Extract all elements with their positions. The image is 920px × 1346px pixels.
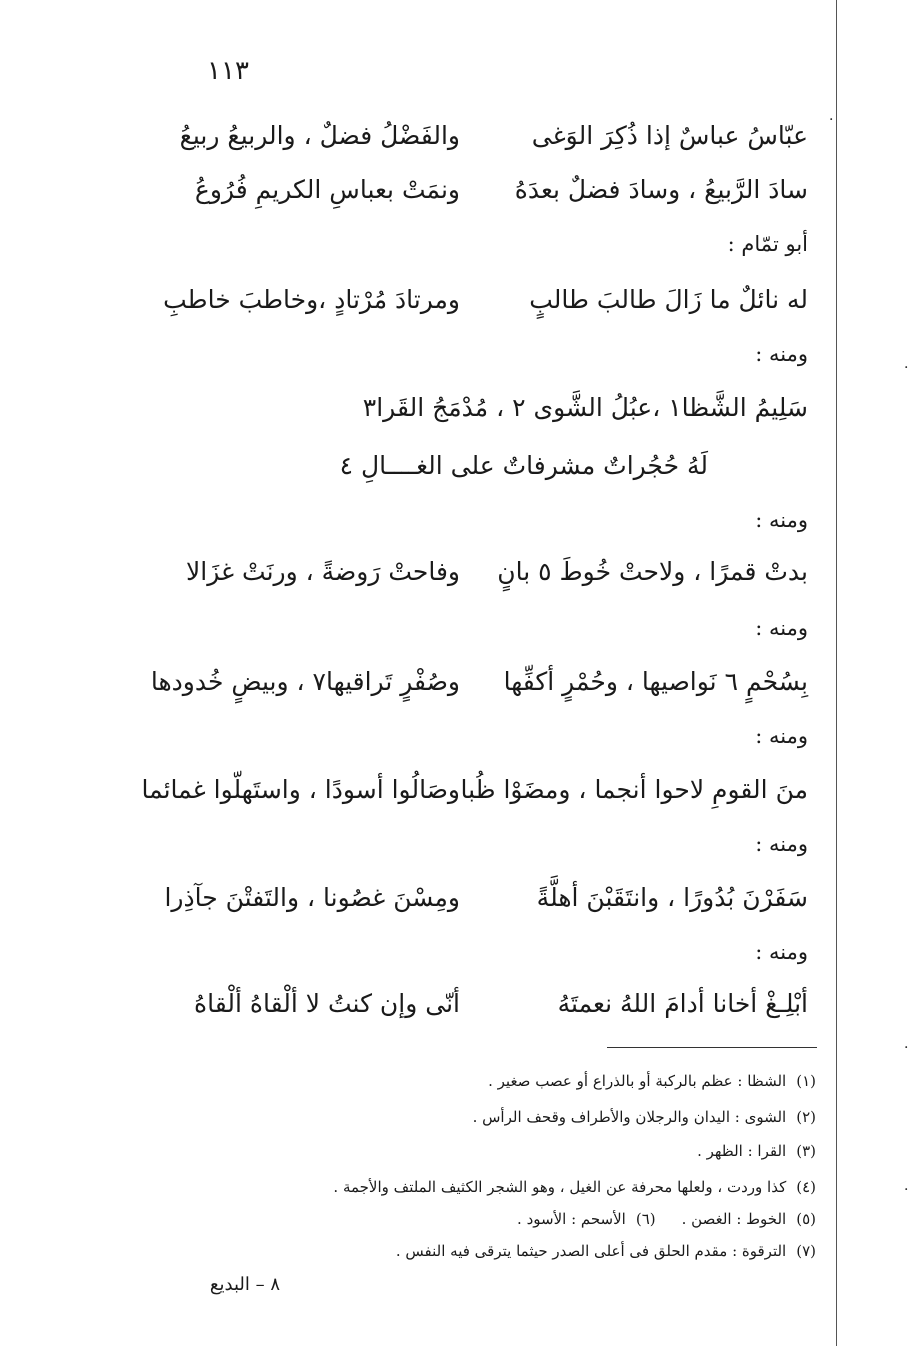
section-label: ومنه :: [755, 508, 808, 532]
footnote-5-6: [136, 1206, 816, 1232]
footnote-text: كذا وردت ، ولعلها محرفة عن الغيل ، وهو الشجر الكثيف الملتف والأجمة .: [333, 1178, 787, 1196]
footnote-text: الخوط : الغصن .: [681, 1210, 787, 1228]
verse-6-first-hemistich: بِسُحْمٍ ٦ نَواصيها ، وحُمْرٍ أكفِّها: [503, 667, 808, 696]
verse-4-continuation: لَهُ حُجُراتٌ مشرفاتٌ على الغــــالِ ٤: [339, 451, 708, 480]
footnote-text: الأسحم : الأسود .: [517, 1210, 626, 1228]
verse-9-second-hemistich: أنّى وإن كنتُ لا ألْقاهُ ألْقاهُ: [194, 989, 460, 1018]
section-label: ومنه :: [755, 616, 808, 640]
verse-7-second-hemistich: وصَالُوا أسودًا ، واستَهلّوا غمائما: [141, 775, 460, 804]
footnote-4: [136, 1174, 816, 1200]
section-label: ومنه :: [755, 342, 808, 366]
footnote-text: الترقوة : مقدم الحلق فى أعلى الصدر حيثما يترقى فيه النفس .: [395, 1242, 787, 1260]
footnote-number: (٤): [796, 1178, 816, 1196]
footnote-text: الشوى : اليدان والرجلان والأطراف وقحف الرأس .: [472, 1108, 787, 1126]
verse-9-first-hemistich: أبْلِـغْ أخانا أدامَ اللهُ نعمتَهُ: [557, 989, 808, 1018]
margin-mark: ·: [904, 360, 909, 376]
footnote-number: (٥): [796, 1210, 816, 1228]
section-label: ومنه :: [755, 832, 808, 856]
printer-signature: ٨ – البديع: [209, 1274, 280, 1295]
margin-mark: ·: [904, 1182, 909, 1198]
footnote-number: (١): [796, 1072, 816, 1090]
verse-6-second-hemistich: وصُفْرٍ تَراقيها٧ ، وبيضٍ خُدودها: [150, 667, 460, 696]
verse-5-second-hemistich: وفاحتْ رَوضةً ، ورنَتْ غزَالا: [186, 557, 460, 586]
margin-mark: ·: [904, 1040, 909, 1056]
footnote-number: (٧): [796, 1242, 816, 1260]
footnote-2: [136, 1104, 816, 1130]
footnote-text: الشظا : عظم بالركبة أو بالذراع أو عصب صغير .: [488, 1072, 787, 1090]
section-label: ومنه :: [755, 724, 808, 748]
verse-4-line: سَلِيمُ الشَّظا١ ،عبُلُ الشَّوى ٢ ، مُدْمَجُ القَرا٣: [362, 393, 808, 422]
footnote-7: [136, 1238, 816, 1264]
section-label: ومنه :: [755, 940, 808, 964]
poet-heading: أبو تمّام :: [727, 232, 808, 256]
verse-3-first-hemistich: له نائلٌ ما زَالَ طالبَ طالبٍ: [529, 285, 808, 314]
margin-mark: ·: [829, 112, 834, 128]
verse-2-first-hemistich: سادَ الرَّبيعُ ، وسادَ فضلٌ بعدَهُ: [514, 175, 808, 204]
footnote-text: القرا : الظهر .: [697, 1142, 787, 1160]
footnote-3: [136, 1138, 816, 1164]
footnote-number: (٦): [635, 1210, 656, 1228]
verse-8-second-hemistich: ومِسْنَ غصُونا ، والتَفتْنَ جآذِرا: [164, 883, 460, 912]
verse-5-first-hemistich: بدتْ قمرًا ، ولاحتْ خُوطَ ٥ بانٍ: [497, 557, 808, 586]
verse-2-second-hemistich: ونمَتْ بعباسِ الكريمِ فُرُوعُ: [194, 175, 460, 204]
verse-7-first-hemistich: منَ القومِ لاحوا أنجما ، ومضَوْا ظُبا: [460, 775, 808, 804]
verse-1-second-hemistich: والفَضْلُ فضلٌ ، والربيعُ ربيعُ: [179, 121, 460, 150]
footnote-number: (٢): [796, 1108, 816, 1126]
footnote-1: [136, 1068, 816, 1094]
verse-3-second-hemistich: ومرتادَ مُرْتادٍ ،وخاطبَ خاطبِ: [163, 285, 460, 314]
verse-8-first-hemistich: سَفَرْنَ بُدُورًا ، وانتَقَبْنَ أهلَّةً: [536, 883, 808, 912]
verse-1-first-hemistich: عبّاسُ عباسٌ إذا ذُكِرَ الوَغى: [531, 121, 808, 150]
page-edge-rule: [836, 0, 837, 1346]
page-number: ١١٣: [207, 56, 249, 86]
footnote-number: (٣): [796, 1142, 816, 1160]
footnote-separator: [607, 1047, 817, 1048]
